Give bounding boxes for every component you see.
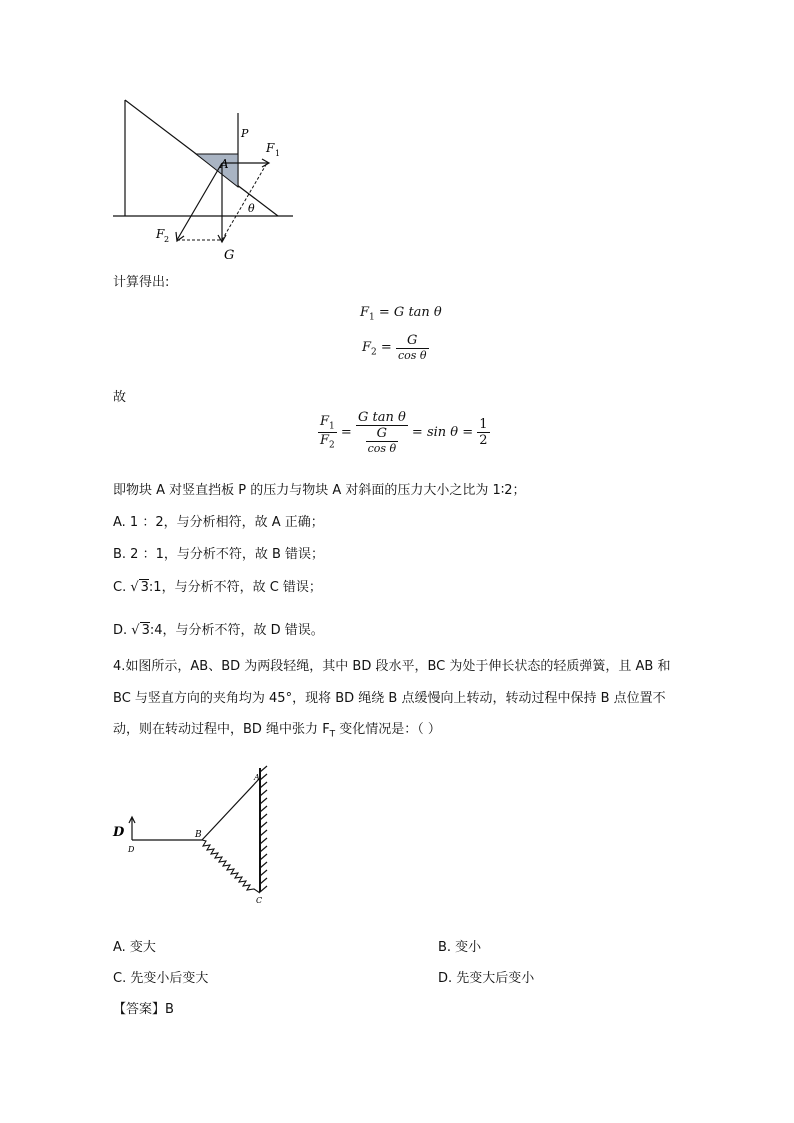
eq3-f-num: F: [320, 414, 330, 430]
eq3-inner-den: cos θ: [367, 442, 397, 455]
q4-option-a: A. 变大: [113, 940, 156, 955]
label-c: C: [256, 896, 263, 905]
eq2-fraction: [396, 333, 429, 362]
eq3-ratio-fraction: [318, 414, 337, 450]
eq3-f-den-sub: 2: [329, 440, 335, 451]
label-f2-sub: 2: [164, 235, 170, 244]
label-d-small: D: [128, 845, 135, 854]
eq3-half-num: 1: [479, 417, 488, 432]
eq3-eq2: = sin θ =: [411, 425, 474, 440]
label-theta: θ: [248, 202, 255, 215]
label-b: B: [195, 830, 202, 840]
spring-bc: [202, 840, 260, 893]
equation-f2: [362, 333, 429, 362]
q3-option-c-prefix: C.: [113, 580, 127, 595]
q4-line3-end: 变化情况是：（ ）: [335, 722, 441, 737]
label-g: G: [224, 248, 235, 263]
eq1-lhs-sub: 1: [369, 312, 375, 323]
calc-intro: 计算得出:: [113, 275, 170, 290]
eq3-f-den: F: [320, 433, 330, 448]
eq2-lhs: F: [362, 340, 372, 355]
q3-option-d: D. √ 3:4，与分析不符，故 D 错误。: [113, 623, 324, 638]
eq3-big-fraction: [356, 410, 408, 455]
label-f2: F: [156, 227, 165, 241]
eq3-half-den: 2: [479, 433, 488, 448]
force-diagram-figure: [110, 95, 310, 270]
q4-option-d: D. 先变大后变小: [438, 971, 535, 986]
rope-spring-figure: [110, 762, 280, 912]
eq2-lhs-sub: 2: [371, 347, 377, 358]
label-f1-sub: 1: [275, 149, 281, 158]
eq2-eq: =: [380, 340, 392, 355]
q3-option-d-text: :4，与分析不符，故 D 错误。: [149, 623, 324, 638]
eq3-half: [477, 417, 489, 448]
eq1-rhs: = G tan θ: [378, 305, 442, 320]
eq2-den: cos θ: [397, 349, 427, 362]
q4-line2: BC 与竖直方向的夹角均为 45°，现将 BD 绳绕 B 点缓慢向上转动，转动过程中保持 B 点位置不: [113, 691, 666, 706]
q3-option-c-text: :1，与分析不符，故 C 错误；: [148, 580, 322, 595]
label-f1: F: [266, 141, 275, 155]
q3-option-d-prefix: D.: [113, 623, 128, 638]
eq3-eq1: =: [340, 425, 352, 440]
q3-option-c: C. √ 3:1，与分析不符，故 C 错误；: [113, 580, 322, 595]
q4-line3-sub: T: [329, 729, 336, 740]
conclusion-text: 即物块 A 对竖直挡板 P 的压力与物块 A 对斜面的压力大小之比为 1∶2；: [113, 483, 526, 498]
q4-option-c: C. 先变小后变大: [113, 971, 209, 986]
f2-arrow: [177, 163, 222, 240]
answer-text: 【答案】B: [113, 1002, 174, 1017]
q3-option-b: B. 2 ：1，与分析不符，故 B 错误；: [113, 547, 325, 562]
therefore-text: 故: [113, 390, 127, 405]
eq3-inner-num: G: [366, 426, 399, 442]
label-a: A: [254, 773, 260, 782]
q4-line1: 4.如图所示，AB、BD 为两段轻绳，其中 BD 段水平，BC 为处于伸长状态的轻质弹簧，且 AB 和: [113, 659, 671, 674]
q4-line3-text: 动，则在转动过程中，BD 绳中张力 F: [113, 722, 330, 737]
wall-hatching: [260, 766, 267, 892]
equation-ratio: [318, 410, 490, 455]
q4-line3: [113, 718, 441, 740]
eq1-lhs: F: [360, 305, 370, 320]
label-a: A: [220, 157, 229, 171]
eq3-big-num: G tan θ: [357, 410, 406, 425]
q3-option-c-root: 3: [140, 580, 149, 595]
label-p: P: [241, 127, 249, 140]
equation-f1: [360, 305, 442, 323]
q3-option-d-root: 3: [141, 623, 150, 638]
eq2-num: G: [396, 333, 429, 349]
q3-option-a: A. 1 ：2，与分析相符，故 A 正确；: [113, 515, 324, 530]
label-d-big: D: [113, 825, 125, 840]
rope-ab: [202, 778, 260, 840]
q4-option-b: B. 变小: [438, 940, 482, 955]
eq3-f-num-sub: 1: [329, 422, 335, 432]
